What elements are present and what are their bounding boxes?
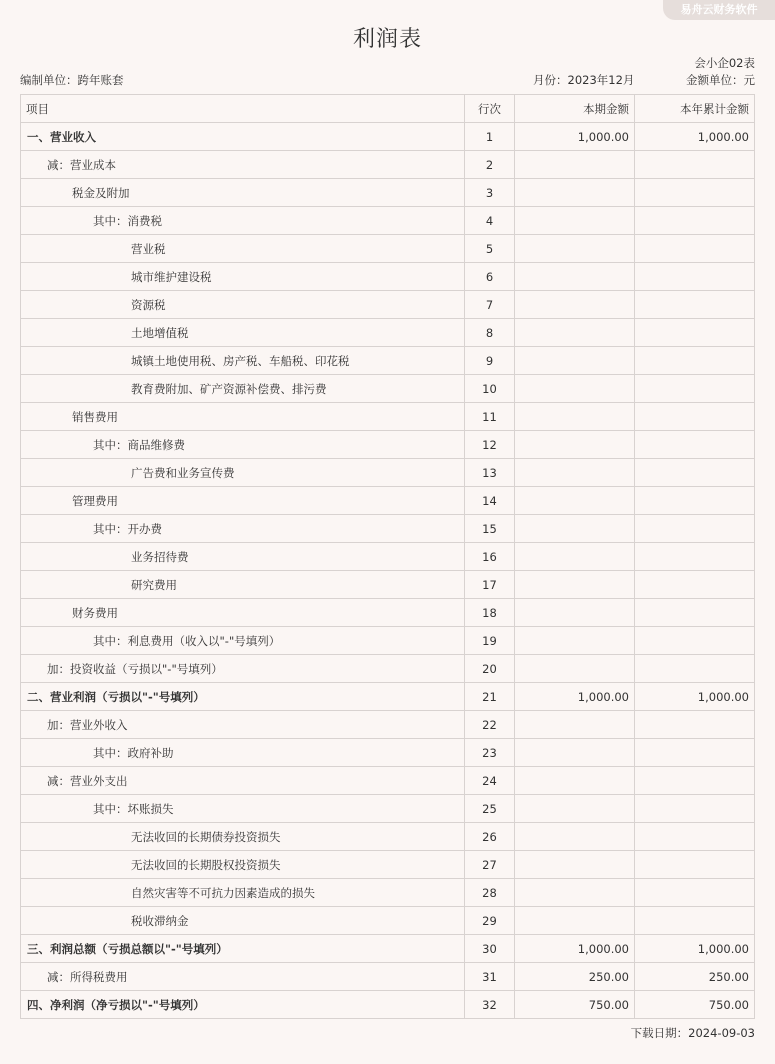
row-item-label: 城市维护建设税 [21, 263, 465, 291]
row-current-amount [515, 739, 635, 767]
row-ytd-amount: 250.00 [635, 963, 755, 991]
row-item-label: 其中：利息费用（收入以"-"号填列） [21, 627, 465, 655]
unit-value: 元 [743, 73, 755, 87]
table-row [21, 963, 755, 991]
table-row [21, 403, 755, 431]
table-row [21, 599, 755, 627]
row-number: 24 [465, 767, 515, 795]
table-row [21, 291, 755, 319]
row-current-amount [515, 347, 635, 375]
row-item-label: 其中：政府补助 [21, 739, 465, 767]
row-ytd-amount [635, 879, 755, 907]
period-label: 月份： [533, 73, 568, 87]
row-item-label: 财务费用 [21, 599, 465, 627]
row-number: 15 [465, 515, 515, 543]
table-row [21, 711, 755, 739]
row-number: 13 [465, 459, 515, 487]
table-row [21, 207, 755, 235]
page-title: 利润表 [352, 27, 422, 52]
row-number: 9 [465, 347, 515, 375]
row-ytd-amount [635, 795, 755, 823]
table-row [21, 319, 755, 347]
row-ytd-amount: 1,000.00 [635, 935, 755, 963]
row-number: 28 [465, 879, 515, 907]
table-row [21, 487, 755, 515]
row-item-label: 销售费用 [21, 403, 465, 431]
row-number: 1 [465, 123, 515, 151]
row-item-label: 业务招待费 [21, 543, 465, 571]
row-current-amount [515, 375, 635, 403]
header-item: 项目 [21, 95, 465, 123]
row-number: 2 [465, 151, 515, 179]
row-current-amount [515, 403, 635, 431]
download-date-value: 2024-09-03 [688, 1026, 755, 1040]
row-item-label: 无法收回的长期股权投资损失 [21, 851, 465, 879]
table-row [21, 907, 755, 935]
table-header-row [21, 95, 755, 123]
row-item-label: 其中：开办费 [21, 515, 465, 543]
row-number: 6 [465, 263, 515, 291]
row-current-amount: 250.00 [515, 963, 635, 991]
row-number: 22 [465, 711, 515, 739]
row-current-amount [515, 515, 635, 543]
row-number: 19 [465, 627, 515, 655]
period-value: 2023年12月 [567, 73, 635, 87]
row-current-amount [515, 487, 635, 515]
row-ytd-amount [635, 235, 755, 263]
row-ytd-amount [635, 347, 755, 375]
period [533, 72, 634, 88]
row-ytd-amount [635, 459, 755, 487]
row-item-label: 无法收回的长期债券投资损失 [21, 823, 465, 851]
row-current-amount [515, 571, 635, 599]
row-ytd-amount [635, 487, 755, 515]
row-current-amount [515, 459, 635, 487]
currency-unit [686, 72, 755, 88]
row-current-amount [515, 767, 635, 795]
table-row [21, 935, 755, 963]
table-row [21, 991, 755, 1019]
row-ytd-amount [635, 823, 755, 851]
table-row [21, 795, 755, 823]
row-current-amount [515, 879, 635, 907]
row-ytd-amount [635, 319, 755, 347]
row-current-amount [515, 235, 635, 263]
row-current-amount [515, 319, 635, 347]
row-ytd-amount [635, 711, 755, 739]
row-number: 32 [465, 991, 515, 1019]
table-row [21, 767, 755, 795]
row-current-amount [515, 711, 635, 739]
watermark-badge: 易舟云财务软件 [663, 0, 775, 20]
row-current-amount [515, 179, 635, 207]
row-number: 20 [465, 655, 515, 683]
row-ytd-amount [635, 543, 755, 571]
row-current-amount: 1,000.00 [515, 123, 635, 151]
row-item-label: 其中：商品维修费 [21, 431, 465, 459]
row-current-amount [515, 627, 635, 655]
org-name: 跨年账套 [77, 73, 124, 87]
row-item-label: 资源税 [21, 291, 465, 319]
row-item-label: 自然灾害等不可抗力因素造成的损失 [21, 879, 465, 907]
row-number: 8 [465, 319, 515, 347]
row-item-label: 税收滞纳金 [21, 907, 465, 935]
row-ytd-amount [635, 907, 755, 935]
row-current-amount [515, 207, 635, 235]
row-ytd-amount [635, 851, 755, 879]
row-current-amount [515, 431, 635, 459]
row-current-amount [515, 263, 635, 291]
row-item-label: 管理费用 [21, 487, 465, 515]
table-row [21, 459, 755, 487]
income-statement-table [20, 94, 755, 1019]
row-number: 4 [465, 207, 515, 235]
table-row [21, 263, 755, 291]
download-date-label: 下载日期： [630, 1026, 689, 1040]
form-number: 会小企02表 [694, 56, 755, 70]
row-number: 16 [465, 543, 515, 571]
table-row [21, 515, 755, 543]
row-number: 29 [465, 907, 515, 935]
row-ytd-amount: 1,000.00 [635, 683, 755, 711]
row-item-label: 减：营业外支出 [21, 767, 465, 795]
row-number: 26 [465, 823, 515, 851]
table-row [21, 431, 755, 459]
table-row [21, 375, 755, 403]
row-ytd-amount [635, 599, 755, 627]
table-row [21, 655, 755, 683]
row-current-amount [515, 851, 635, 879]
row-number: 31 [465, 963, 515, 991]
row-item-label: 教育费附加、矿产资源补偿费、排污费 [21, 375, 465, 403]
table-row [21, 347, 755, 375]
row-ytd-amount [635, 151, 755, 179]
row-number: 7 [465, 291, 515, 319]
header-current: 本期金额 [515, 95, 635, 123]
row-current-amount [515, 823, 635, 851]
row-number: 11 [465, 403, 515, 431]
table-row [21, 823, 755, 851]
row-ytd-amount [635, 207, 755, 235]
row-item-label: 加：投资收益（亏损以"-"号填列） [21, 655, 465, 683]
table-row [21, 151, 755, 179]
table-row [21, 179, 755, 207]
row-current-amount [515, 655, 635, 683]
organization [20, 72, 124, 88]
row-number: 12 [465, 431, 515, 459]
row-item-label: 税金及附加 [21, 179, 465, 207]
row-ytd-amount: 750.00 [635, 991, 755, 1019]
row-item-label: 四、净利润（净亏损以"-"号填列） [21, 991, 465, 1019]
row-item-label: 广告费和业务宣传费 [21, 459, 465, 487]
row-item-label: 城镇土地使用税、房产税、车船税、印花税 [21, 347, 465, 375]
row-ytd-amount [635, 739, 755, 767]
table-row [21, 879, 755, 907]
row-ytd-amount [635, 403, 755, 431]
table-row [21, 571, 755, 599]
table-row [21, 683, 755, 711]
row-current-amount [515, 599, 635, 627]
row-number: 5 [465, 235, 515, 263]
row-current-amount [515, 543, 635, 571]
table-row [21, 851, 755, 879]
row-item-label: 减：营业成本 [21, 151, 465, 179]
table-row [21, 123, 755, 151]
row-item-label: 其中：消费税 [21, 207, 465, 235]
row-ytd-amount: 1,000.00 [635, 123, 755, 151]
row-number: 3 [465, 179, 515, 207]
row-item-label: 一、营业收入 [21, 123, 465, 151]
row-current-amount [515, 907, 635, 935]
header-row-no: 行次 [465, 95, 515, 123]
row-item-label: 二、营业利润（亏损以"-"号填列） [21, 683, 465, 711]
row-ytd-amount [635, 627, 755, 655]
row-number: 27 [465, 851, 515, 879]
row-item-label: 减：所得税费用 [21, 963, 465, 991]
row-current-amount [515, 291, 635, 319]
row-item-label: 三、利润总额（亏损总额以"-"号填列） [21, 935, 465, 963]
unit-label: 金额单位： [686, 73, 744, 87]
row-number: 14 [465, 487, 515, 515]
row-ytd-amount [635, 375, 755, 403]
row-number: 23 [465, 739, 515, 767]
row-item-label: 其中：坏账损失 [21, 795, 465, 823]
table-row [21, 235, 755, 263]
row-ytd-amount [635, 291, 755, 319]
row-item-label: 研究费用 [21, 571, 465, 599]
org-label: 编制单位： [20, 73, 78, 87]
row-item-label: 加：营业外收入 [21, 711, 465, 739]
table-row [21, 627, 755, 655]
table-row [21, 739, 755, 767]
row-current-amount: 750.00 [515, 991, 635, 1019]
row-number: 25 [465, 795, 515, 823]
table-row [21, 543, 755, 571]
row-ytd-amount [635, 431, 755, 459]
row-number: 10 [465, 375, 515, 403]
row-current-amount [515, 795, 635, 823]
row-number: 17 [465, 571, 515, 599]
row-ytd-amount [635, 515, 755, 543]
row-ytd-amount [635, 767, 755, 795]
row-current-amount: 1,000.00 [515, 935, 635, 963]
header-ytd: 本年累计金额 [635, 95, 755, 123]
row-ytd-amount [635, 655, 755, 683]
row-number: 18 [465, 599, 515, 627]
row-number: 21 [465, 683, 515, 711]
download-date [631, 1025, 755, 1041]
row-current-amount: 1,000.00 [515, 683, 635, 711]
row-ytd-amount [635, 571, 755, 599]
row-ytd-amount [635, 179, 755, 207]
row-current-amount [515, 151, 635, 179]
row-item-label: 土地增值税 [21, 319, 465, 347]
row-ytd-amount [635, 263, 755, 291]
row-item-label: 营业税 [21, 235, 465, 263]
row-number: 30 [465, 935, 515, 963]
